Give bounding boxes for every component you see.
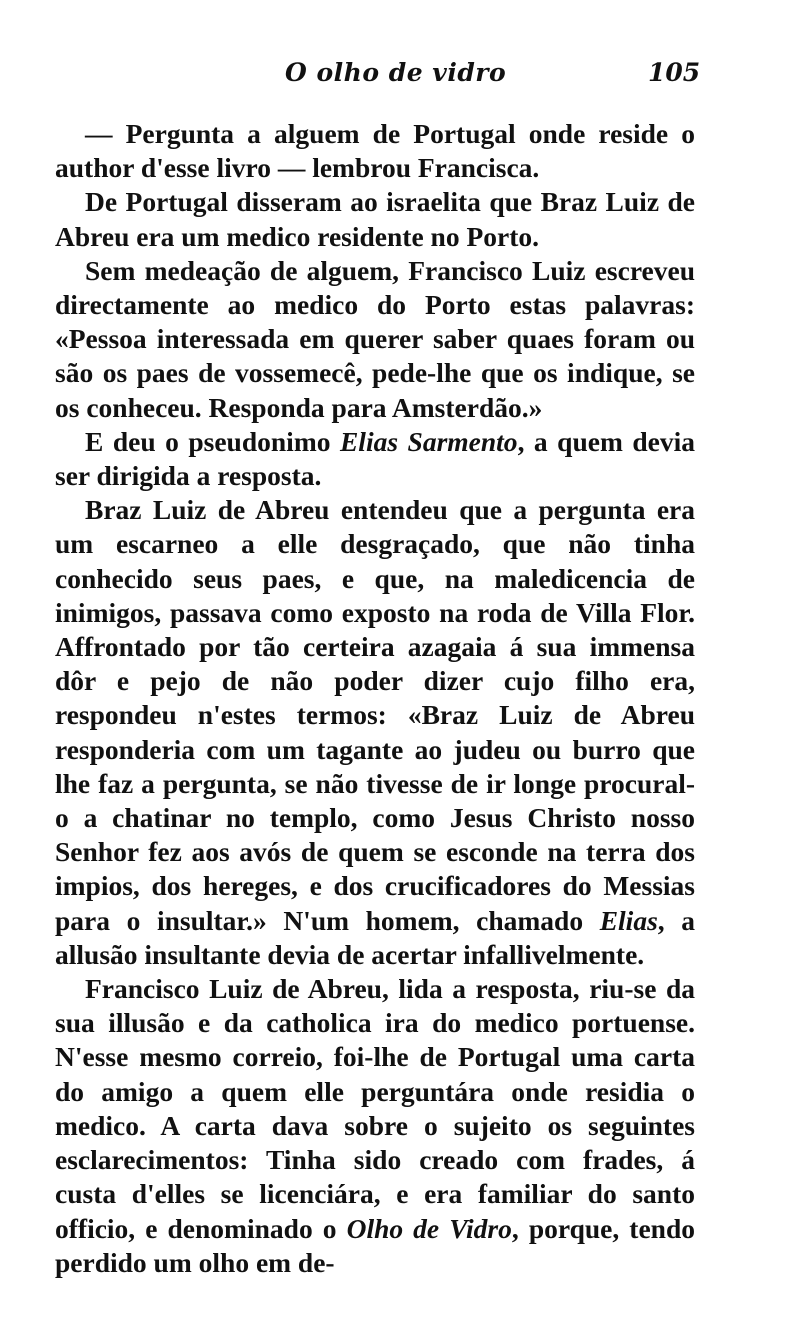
- page-number: 105: [648, 58, 701, 87]
- text-segment: , a allusão insultante devia de acertar infallivelmente.: [55, 904, 695, 970]
- italic-name: Elias: [599, 904, 658, 936]
- text-segment: E deu o pseudonimo: [85, 425, 340, 457]
- text-segment: — Pergunta a alguem de Portugal onde reside o author d'esse livro — lembrou Francisca.: [55, 118, 695, 184]
- paragraph-2: [55, 185, 695, 253]
- text-segment: Francisco Luiz de Abreu, lida a resposta, riu-se da sua illusão e da catholica ira do medico portuense. N'esse mesmo correio, foi-lhe de Portugal uma carta do amigo a quem elle perguntára onde residia o medico. A carta dava sobre o sujeito os seguintes esclarecimentos: Tinha sido creado com frades, á custa d'elles se licenciára, e era familiar do santo officio, e denominado o: [55, 973, 695, 1244]
- italic-name: Elias Sarmento: [339, 425, 518, 457]
- paragraph-1: [55, 117, 695, 185]
- body-text: [55, 117, 695, 1280]
- running-title: O olho de vidro: [285, 58, 507, 87]
- text-segment: Braz Luiz de Abreu entendeu que a pergunta era um escarneo a elle desgraçado, que não tinha conhecido seus paes, e que, na maledicencia de inimigos, passava como exposto na roda de Villa Flor. Affrontado por tão certeira azagaia á sua immensa dôr e pejo de não poder dizer cujo filho era, respondeu n'estes termos: «Braz Luiz de Abreu responderia com um tagante ao judeu ou burro que lhe faz a pergunta, se não tivesse de ir longe procural-o a chatinar no templo, como Jesus Christo nosso Senhor fez aos avós de quem se esconde na terra dos impios, dos hereges, e dos crucificadores do Messias para o insultar.» N'um homem, chamado: [55, 494, 695, 936]
- text-segment: , a quem devia ser dirigida a resposta.: [55, 425, 695, 492]
- paragraph-6: [55, 972, 695, 1280]
- paragraph-3: [55, 254, 695, 425]
- running-head: [0, 52, 800, 102]
- text-segment: De Portugal disseram ao israelita que Braz Luiz de Abreu era um medico residente no Porto.: [55, 186, 695, 252]
- text-segment: Sem medeação de alguem, Francisco Luiz escreveu directamente ao medico do Porto estas palavras: «Pessoa interessada em querer saber quaes foram ou são os paes de vossemecê, pede-lhe que os indique, se os conheceu. Responda para Amsterdão.»: [55, 254, 695, 423]
- paragraph-4: [55, 425, 695, 493]
- italic-name: Olho de Vidro: [346, 1212, 512, 1244]
- paragraph-5: [55, 493, 695, 972]
- text-segment: , porque, tendo perdido um olho em de-: [55, 1212, 695, 1278]
